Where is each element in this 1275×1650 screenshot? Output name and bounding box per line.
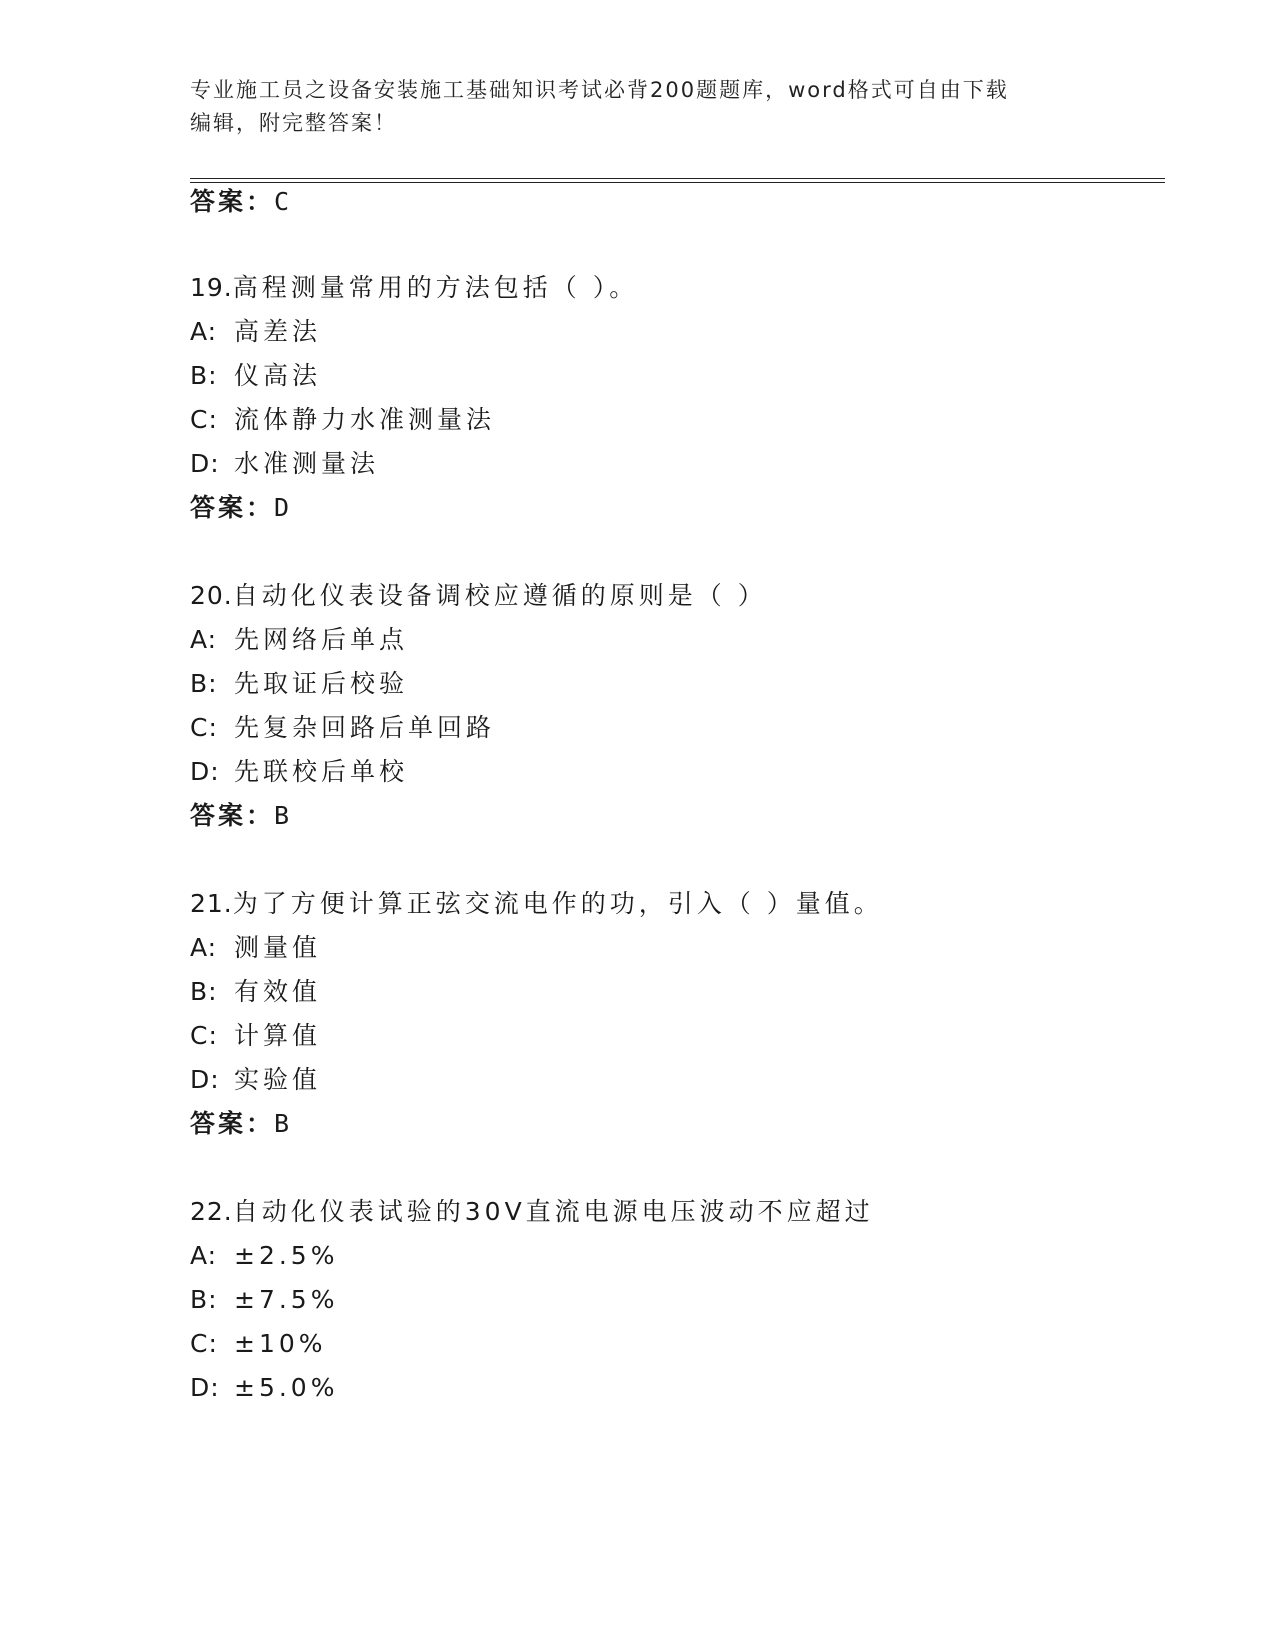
option-key: B: (190, 361, 218, 390)
option-text: 实验值 (234, 1065, 322, 1094)
question-20-answer (190, 800, 292, 832)
option-text: ±10% (234, 1329, 327, 1358)
option-key: A: (190, 625, 218, 654)
question-19-option-d (190, 448, 379, 480)
option-key: A: (190, 1241, 218, 1270)
question-text: 自动化仪表设备调校应遵循的原则是（ ） (232, 581, 767, 610)
option-text: 先取证后校验 (234, 669, 409, 698)
option-text: 高差法 (234, 317, 322, 346)
question-19-option-a (190, 316, 321, 348)
answer-value: D (274, 493, 293, 522)
header-divider-bottom (190, 182, 1165, 183)
option-key: B: (190, 669, 218, 698)
option-text: 计算值 (234, 1021, 322, 1050)
question-20-stem (190, 580, 767, 612)
question-22-option-c (190, 1328, 327, 1360)
question-number: 20. (190, 581, 233, 610)
question-19-answer (190, 492, 292, 524)
document-header (190, 74, 1090, 140)
option-key: A: (190, 933, 218, 962)
answer-label: 答案： (190, 493, 275, 522)
question-20-option-c (190, 712, 495, 744)
question-number: 19. (190, 273, 233, 302)
answer-value: B (274, 801, 293, 830)
answer-value: C (274, 187, 293, 216)
question-number: 21. (190, 889, 233, 918)
question-19-stem (190, 272, 638, 304)
question-20-option-b (190, 668, 408, 700)
question-22-option-a (190, 1240, 338, 1272)
option-text: ±5.0% (234, 1373, 339, 1402)
question-19-option-b (190, 360, 321, 392)
question-21-option-b (190, 976, 321, 1008)
option-text: 先网络后单点 (234, 625, 409, 654)
question-20-option-a (190, 624, 408, 656)
option-text: 仪高法 (234, 361, 322, 390)
option-text: 先复杂回路后单回路 (234, 713, 496, 742)
question-21-stem (190, 888, 883, 920)
option-key: C: (190, 713, 218, 742)
option-key: B: (190, 977, 218, 1006)
question-number: 22. (190, 1197, 233, 1226)
previous-answer (190, 186, 292, 218)
option-text: 水准测量法 (234, 449, 380, 478)
option-text: 流体静力水准测量法 (234, 405, 496, 434)
option-key: C: (190, 1329, 218, 1358)
option-key: D: (190, 449, 220, 478)
question-20-option-d (190, 756, 408, 788)
question-21-option-a (190, 932, 321, 964)
option-key: D: (190, 1373, 220, 1402)
header-line-2: 编辑，附完整答案！ (190, 111, 397, 135)
question-22-option-b (190, 1284, 338, 1316)
option-text: 有效值 (234, 977, 322, 1006)
question-22-stem (190, 1196, 874, 1228)
option-text: ±7.5% (234, 1285, 339, 1314)
question-text: 为了方便计算正弦交流电作的功，引入（ ）量值。 (232, 889, 883, 918)
answer-label: 答案： (190, 1109, 275, 1138)
option-key: D: (190, 757, 220, 786)
question-22-option-d (190, 1372, 338, 1404)
question-21-option-d (190, 1064, 321, 1096)
option-key: A: (190, 317, 218, 346)
option-text: ±2.5% (234, 1241, 339, 1270)
header-divider-top (190, 178, 1165, 179)
option-key: B: (190, 1285, 218, 1314)
answer-label: 答案： (190, 187, 275, 216)
option-key: C: (190, 1021, 218, 1050)
header-line-1: 专业施工员之设备安装施工基础知识考试必背200题题库，word格式可自由下载 (190, 78, 1009, 102)
answer-value: B (274, 1109, 293, 1138)
question-text: 高程测量常用的方法包括（ ）。 (232, 273, 639, 302)
question-19-option-c (190, 404, 495, 436)
question-text: 自动化仪表试验的30V直流电源电压波动不应超过 (232, 1197, 874, 1226)
option-key: C: (190, 405, 218, 434)
option-text: 先联校后单校 (234, 757, 409, 786)
answer-label: 答案： (190, 801, 275, 830)
question-21-answer (190, 1108, 292, 1140)
option-key: D: (190, 1065, 220, 1094)
question-21-option-c (190, 1020, 321, 1052)
option-text: 测量值 (234, 933, 322, 962)
